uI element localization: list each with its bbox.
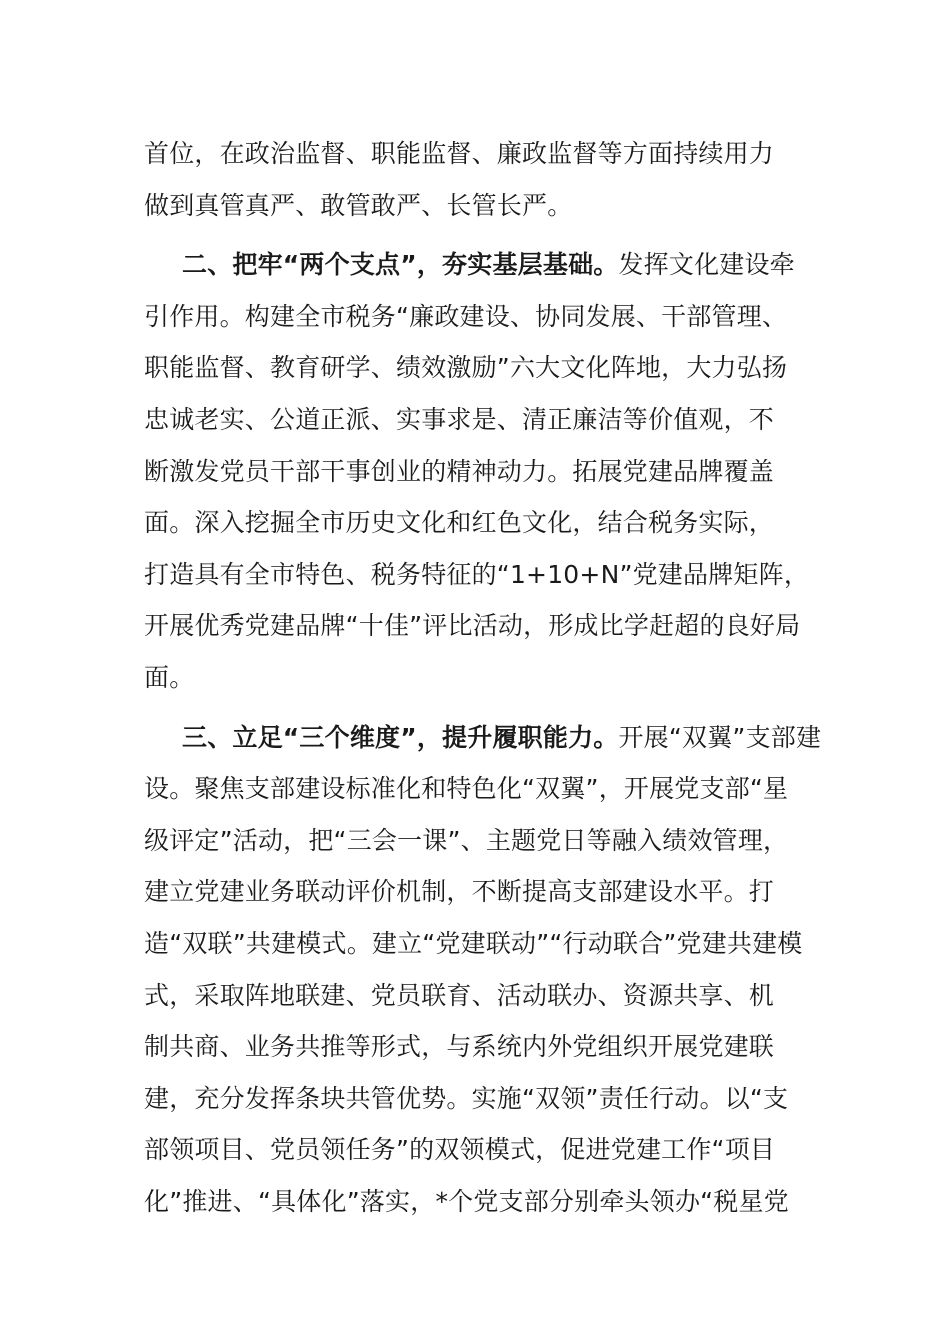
text-line: 首位，在政治监督、职能监督、廉政监督等方面持续用力 — [144, 139, 775, 168]
paragraph-first-line — [144, 712, 822, 764]
paragraph-3 — [144, 712, 822, 1228]
section-heading: 三、立足“三个维度”，提升履职能力。 — [182, 722, 619, 752]
text-run: 开展“双翼”支部建 — [618, 722, 822, 752]
section-heading: 二、把牢“两个支点”，夯实基层基础。 — [182, 250, 619, 280]
document-page — [144, 128, 822, 1227]
paragraph-first-line — [144, 239, 814, 291]
text-line: 建立党建业务联动评价机制，不断提高支部建设水平。打 — [144, 877, 775, 907]
text-line: 做到真管真严、敢管敢严、长管长严。 — [144, 190, 573, 220]
text-run: 发挥文化建设牵 — [618, 250, 795, 280]
text-line: 面。 — [144, 662, 195, 692]
text-line: 式，采取阵地联建、党员联育、活动联办、资源共享、机 — [144, 980, 775, 1010]
text-line: 设。聚焦支部建设标准化和特色化“双翼”，开展党支部“星 — [144, 774, 789, 804]
text-line: 部领项目、党员领任务”的双领模式，促进党建工作“项目 — [144, 1135, 776, 1165]
text-line: 打造具有全市特色、税务特征的“1+10+N”党建品牌矩阵， — [144, 559, 810, 589]
text-line: 级评定”活动，把“三会一课”、主题党日等融入绩效管理， — [144, 825, 789, 855]
text-line: 开展优秀党建品牌“十佳”评比活动，形成比学赶超的良好局 — [144, 611, 801, 641]
text-line: 面。深入挖掘全市历史文化和红色文化，结合税务实际， — [144, 508, 775, 538]
text-line: 化”推进、“具体化”落实，*个党支部分别牵头领办“税星党 — [144, 1186, 789, 1216]
text-line: 引作用。构建全市税务“廉政建设、协同发展、干部管理、 — [144, 301, 788, 331]
text-line: 建，充分发挥条块共管优势。实施“双领”责任行动。以“支 — [144, 1083, 789, 1113]
paragraph-1 — [144, 128, 814, 231]
text-line: 制共商、业务共推等形式，与系统内外党组织开展党建联 — [144, 1032, 775, 1062]
text-line: 断激发党员干部干事创业的精神动力。拓展党建品牌覆盖 — [144, 456, 775, 486]
text-line: 忠诚老实、公道正派、实事求是、清正廉洁等价值观，不 — [144, 404, 775, 434]
text-line: 造“双联”共建模式。建立“党建联动”“行动联合”党建共建模 — [144, 928, 803, 958]
paragraph-2 — [144, 239, 814, 703]
text-line: 职能监督、教育研学、绩效激励”六大文化阵地，大力弘扬 — [144, 353, 788, 383]
